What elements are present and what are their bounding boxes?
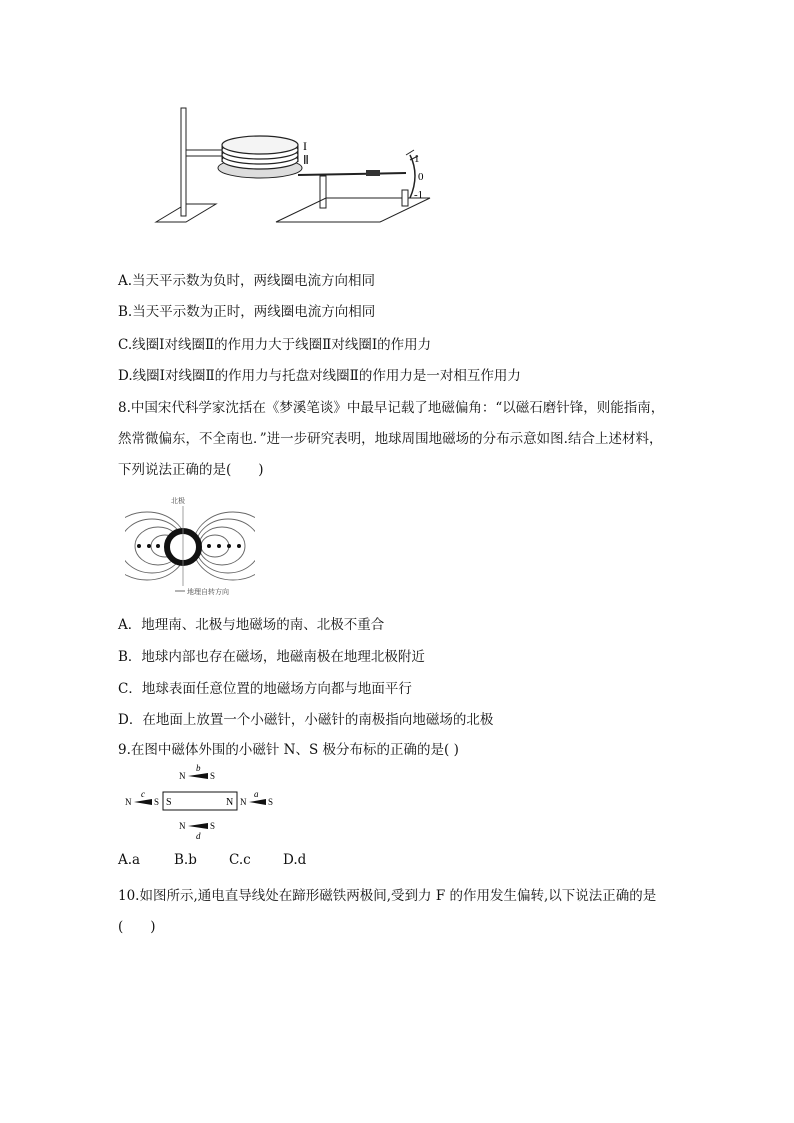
geomagnetic-field-figure bbox=[125, 488, 255, 600]
needle-c-label: c bbox=[141, 789, 145, 799]
q9-option-b: B.b bbox=[174, 852, 197, 868]
scale-label-minus1: -1 bbox=[414, 189, 424, 201]
q8-stem-line-1: 8.中国宋代科学家沈括在《梦溪笔谈》中最早记载了地磁偏角：“以磁石磨针锋，则能指南， bbox=[118, 400, 665, 416]
needle-d-s: S bbox=[210, 821, 216, 831]
q9-stem: 9.在图中磁体外围的小磁针 N、S 极分布标的正确的是( ) bbox=[118, 742, 459, 758]
q7-option-a: A.当天平示数为负时，两线圈电流方向相同 bbox=[118, 273, 376, 289]
needle-b-s: S bbox=[210, 771, 216, 781]
needle-d-label: d bbox=[196, 831, 201, 840]
q8-stem-line-3: 下列说法正确的是( ) bbox=[118, 462, 264, 478]
needle-c-n: N bbox=[125, 797, 132, 807]
q9-option-a: A.a bbox=[118, 852, 141, 868]
q8-option-b: B．地球内部也存在磁场，地磁南极在地理北极附近 bbox=[118, 649, 425, 665]
needle-a-s: S bbox=[268, 797, 274, 807]
figure-rotation-label: 地理自转方向 bbox=[187, 588, 229, 596]
magnet-n-pole: N bbox=[226, 797, 234, 808]
needle-a-n: N bbox=[240, 797, 247, 807]
needle-c-s: S bbox=[154, 797, 160, 807]
magnet-s-pole: S bbox=[166, 797, 172, 808]
scale-label-1: 1 bbox=[414, 153, 420, 165]
q8-option-c: C．地球表面任意位置的地磁场方向都与地面平行 bbox=[118, 681, 412, 697]
q8-option-d: D．在地面上放置一个小磁针，小磁针的南极指向地磁场的北极 bbox=[118, 712, 494, 728]
coil-label-2: Ⅱ bbox=[303, 153, 309, 167]
needle-b-n: N bbox=[179, 771, 186, 781]
bar-magnet-figure bbox=[120, 762, 280, 840]
scale-label-0: 0 bbox=[418, 171, 424, 183]
q8-option-a: A．地理南、北极与地磁场的南、北极不重合 bbox=[118, 617, 385, 633]
q10-stem-line-2: ( ) bbox=[118, 919, 156, 935]
coil-label-1: I bbox=[303, 139, 307, 153]
needle-a-label: a bbox=[254, 789, 259, 799]
q7-option-b: B.当天平示数为正时，两线圈电流方向相同 bbox=[118, 304, 376, 320]
coil-balance-figure bbox=[148, 100, 448, 230]
figure-north-label: 北极 bbox=[171, 497, 185, 505]
q9-option-d: D.d bbox=[283, 852, 307, 868]
needle-d-n: N bbox=[179, 821, 186, 831]
q7-option-d: D.线圈Ⅰ对线圈Ⅱ的作用力与托盘对线圈Ⅱ的作用力是一对相互作用力 bbox=[118, 368, 521, 384]
q7-option-c: C.线圈Ⅰ对线圈Ⅱ的作用力大于线圈Ⅱ对线圈Ⅰ的作用力 bbox=[118, 337, 432, 353]
q8-stem-line-2: 然常微偏东，不全南也．”进一步研究表明，地球周围地磁场的分布示意如图.结合上述材料， bbox=[118, 431, 663, 447]
needle-b-label: b bbox=[196, 763, 201, 773]
q10-stem-line-1: 10.如图所示,通电直导线处在蹄形磁铁两极间,受到力 F 的作用发生偏转,以下说法正确的是 bbox=[118, 888, 657, 904]
q9-option-c: C.c bbox=[229, 852, 251, 868]
